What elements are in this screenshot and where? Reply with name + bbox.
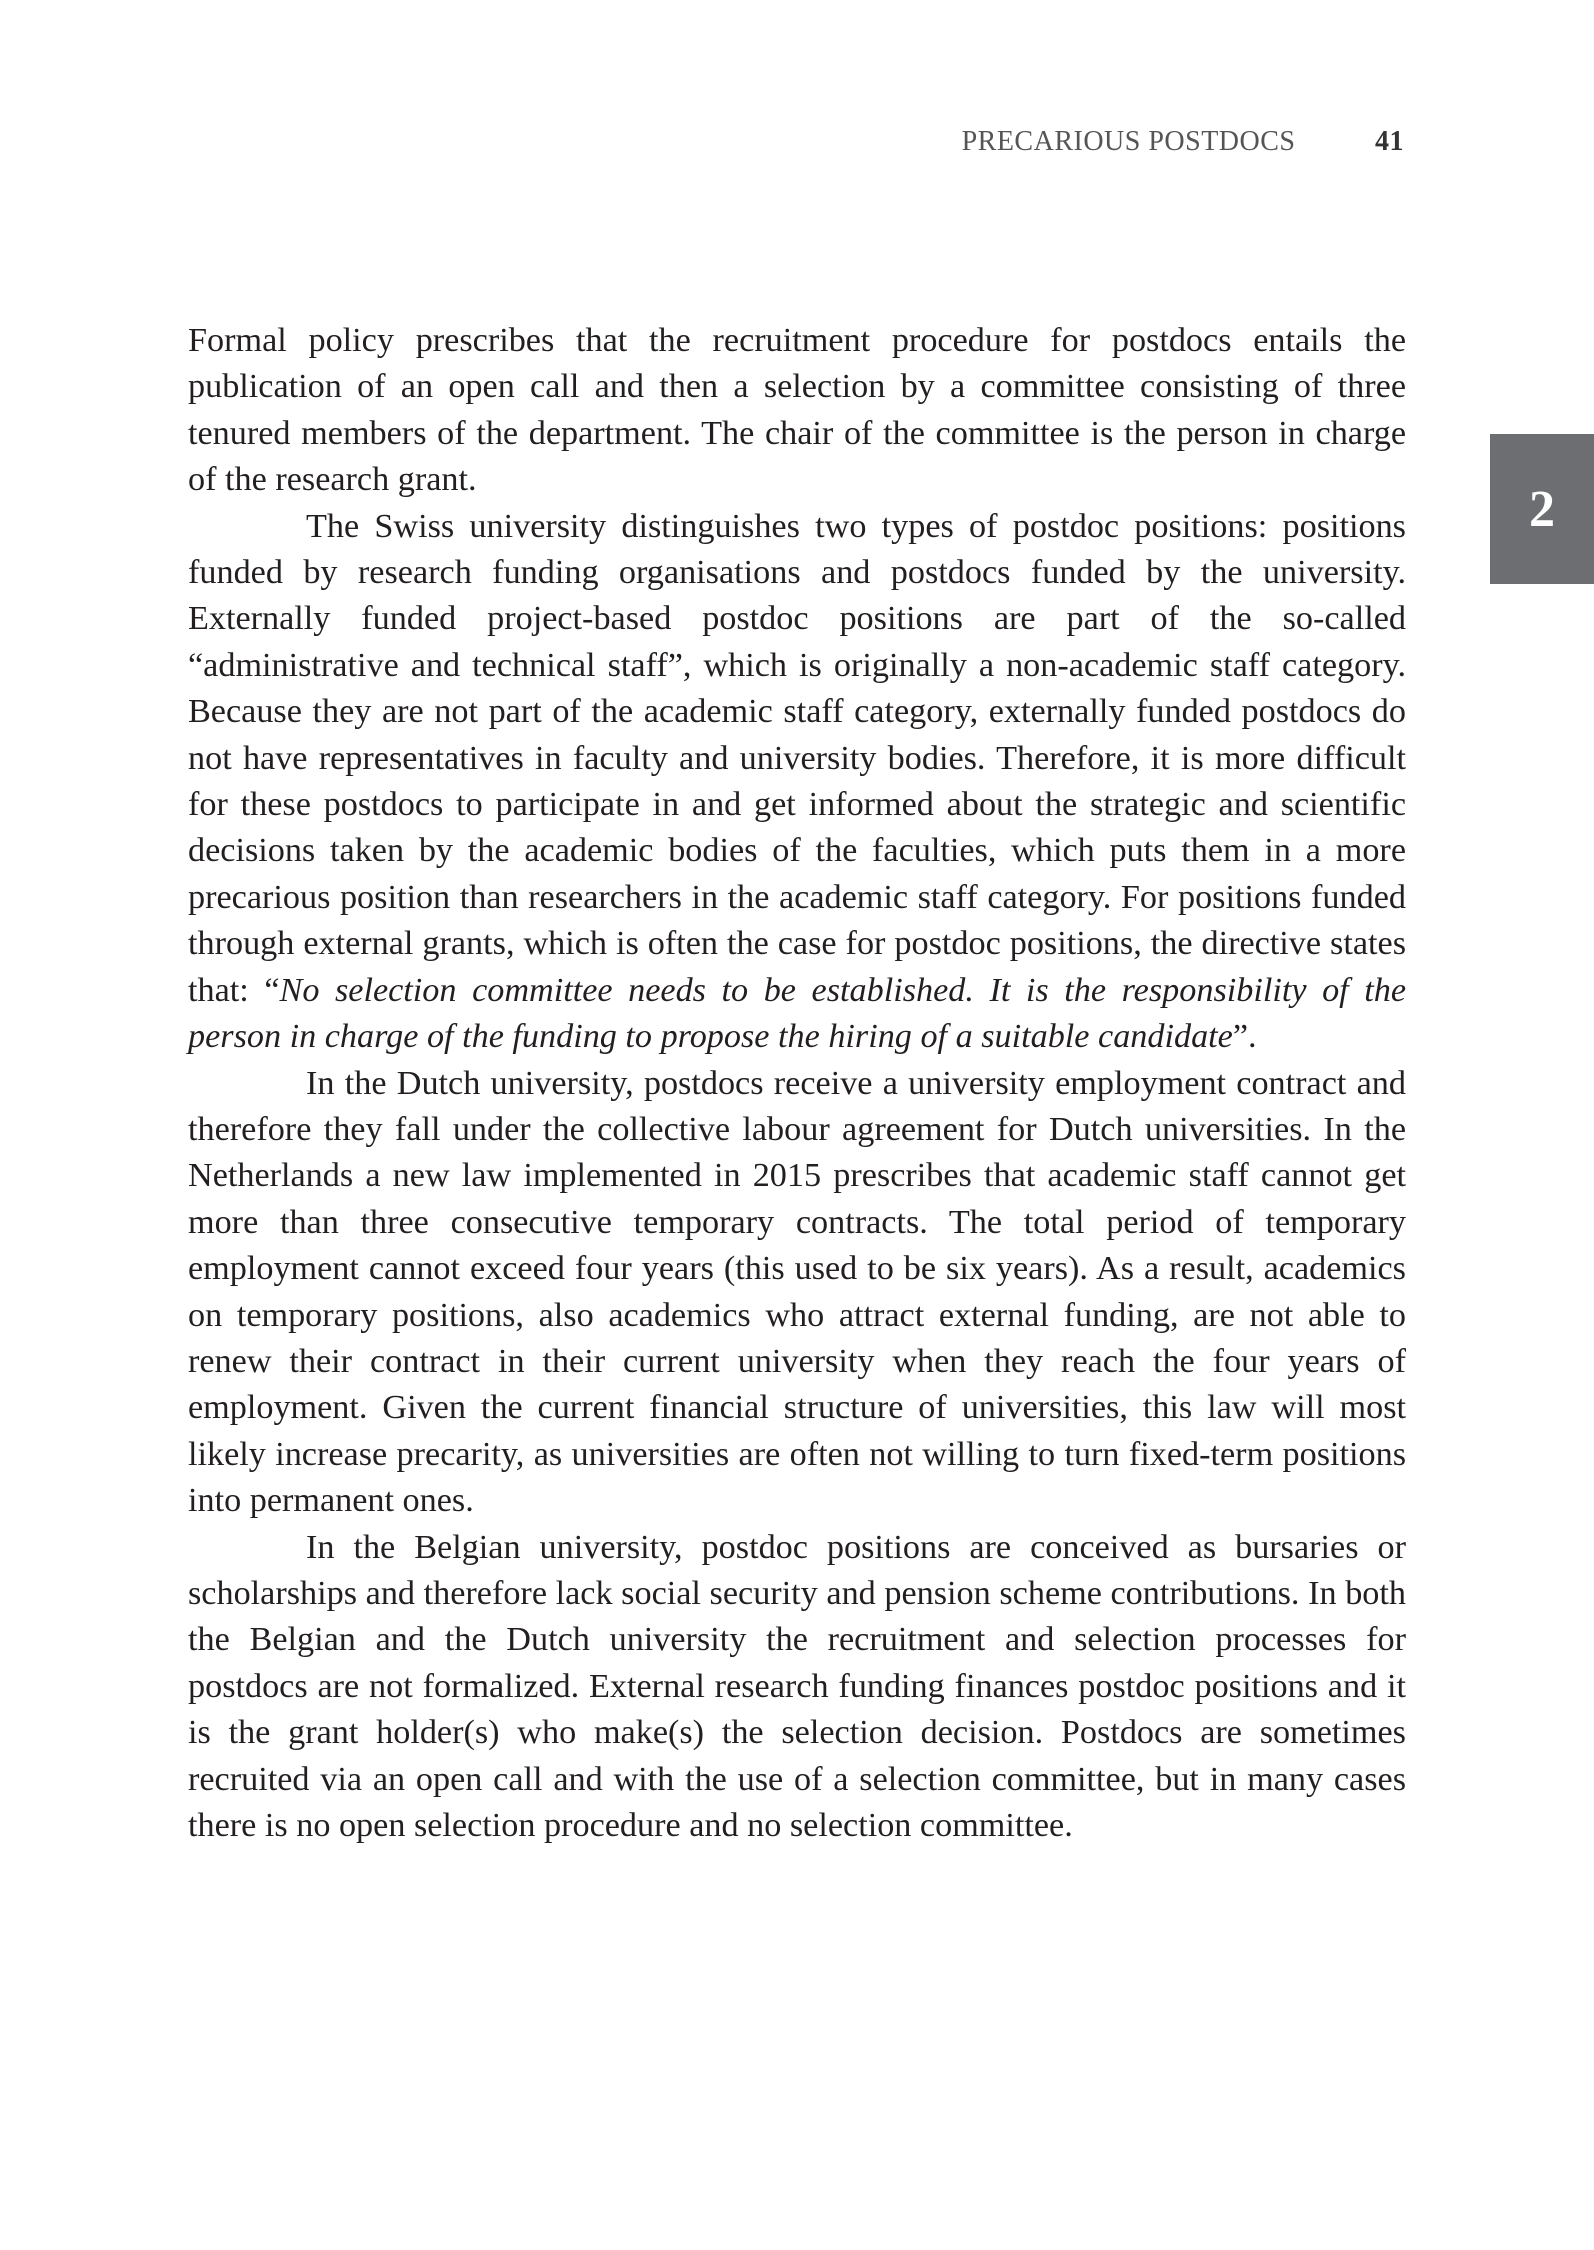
running-title: PRECARIOUS POSTDOCS <box>961 126 1296 157</box>
paragraph-3: In the Dutch university, postdocs receive a university employment contract and therefore they fall under the collective labour agreement for Dutch universities. In the Netherlands a new law implemented in 2015 prescribes that academic staff cannot get more than three consecutive temporary contracts. The total period of temporary employment cannot exceed four years (this used to be six years). As a result, academics on temporary positions, also academics who attract external funding, are not able to renew their contract in their current university when they reach the four years of employment. Given the current financial structure of universities, this law will most likely increase precarity, as universities are often not willing to turn fixed-term positions into permanent ones. <box>188 1064 1406 1520</box>
body-text <box>188 318 1406 1849</box>
paragraph-4: In the Belgian university, postdoc positions are conceived as bursaries or scholarships and therefore lack social security and pension scheme contributions. In both the Belgian and the Dutch university the recruitment and selection processes for postdocs are not formalized. External research funding finances postdoc positions and it is the grant holder(s) who make(s) the selection decision. Postdocs are sometimes recruited via an open call and with the use of a selection committee, but in many cases there is no open selection procedure and no selection committee. <box>188 1528 1406 1844</box>
chapter-tab <box>1490 434 1594 584</box>
running-head <box>962 126 1404 158</box>
paragraph-2-text: The Swiss university distinguishes two types of postdoc positions: positions funded by research funding organisations and postdocs funded by the university. Externally funded project-based postdoc positions are part of the so-called “administrative and technical staff”, which is originally a non-academic staff category. Because they are not part of the academic staff category, externally funded postdocs do not have representatives in faculty and university bodies. Therefore, it is more difficult for these postdocs to participate in and get informed about the strategic and scientific decisions taken by the academic bodies of the faculties, which puts them in a more precarious position than researchers in the academic staff category. For positions funded through external grants, which is often the case for postdoc positions, the directive states that: “ <box>188 507 1406 1009</box>
page-number: 41 <box>1375 126 1404 157</box>
paragraph-2 <box>188 504 1406 1061</box>
directive-quote: No selection committee needs to be established. It is the responsibility of the person in charge of the funding to propose the hiring of a suitable candidate <box>188 971 1407 1056</box>
paragraph-1: Formal policy prescribes that the recruitment procedure for postdocs entails the publication of an open call and then a selection by a committee consisting of three tenured members of the department. The chair of the committee is the person in charge of the research grant. <box>188 322 1406 499</box>
quote-close: ”. <box>1232 1018 1257 1056</box>
chapter-number: 2 <box>1529 480 1555 538</box>
